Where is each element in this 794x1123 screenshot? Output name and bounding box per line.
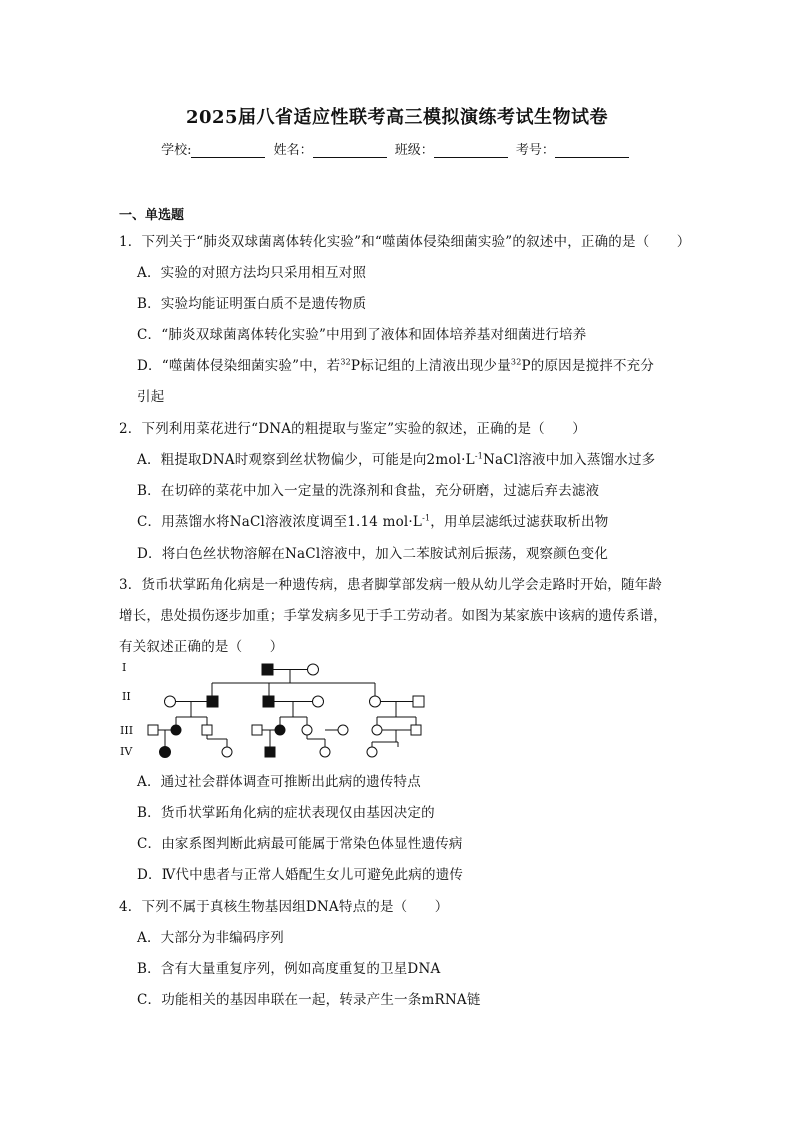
q2-option-c: C．用蒸馏水将NaCl溶液浓度调至1.14 $mol\cdot L^{-1}$，用单层滤纸过滤获取析出物 (137, 513, 609, 530)
gen2-affected-male-1 (207, 696, 218, 707)
gen2-male-3 (413, 696, 424, 707)
q1-option-b: B．实验均能证明蛋白质不是遗传物质 (137, 296, 367, 312)
q3-option-c: C．由家系图判断此病最可能属于常染色体显性遗传病 (137, 836, 463, 852)
section-heading: 一、单选题 (119, 208, 185, 223)
student-info-row (0, 139, 794, 158)
gen3-female-5 (338, 725, 348, 735)
q3-option-b: B．货币状掌跖角化病的症状表现仅由基因决定的 (137, 805, 435, 821)
q3-stem-line3: 有关叙述正确的是（ ） (119, 639, 284, 655)
gen3-female-3 (302, 725, 312, 735)
gen4-female-4 (320, 747, 330, 757)
q4-option-a: A．大部分为非编码序列 (137, 930, 284, 946)
q1-option-d: D．“噬菌体侵染细菌实验”中，若$^{32}$P标记组的上清液出现少量$^{32}$P的原因是搅拌不充分 (137, 357, 655, 374)
q1-option-a: A．实验的对照方法均只采用相互对照 (137, 265, 367, 281)
q2-stem: 2．下列利用菜花进行“DNA的粗提取与鉴定”实验的叙述，正确的是（ ） (119, 421, 586, 437)
gen1-affected-male (262, 664, 273, 675)
gen1-female (308, 664, 319, 675)
q1-stem: 1．下列关于“肺炎双球菌离体转化实验”和“噬菌体侵染细菌实验”的叙述中，正确的是（ ） (119, 234, 691, 250)
gen3-male-3 (252, 725, 262, 735)
gen2-female-3 (370, 696, 381, 707)
exam-no-blank[interactable] (555, 143, 629, 158)
gen3-male-4 (411, 725, 421, 735)
gen2-affected-male-2 (263, 696, 274, 707)
name-label: 姓名： (273, 143, 313, 158)
gen-label-3: III (120, 724, 134, 737)
school-label: 学校: (161, 143, 192, 158)
gen-label-1: I (122, 661, 127, 674)
q2-option-a: A．粗提取DNA时观察到丝状物偏少，可能是向$2mol\cdot L^{-1}NaCl$溶液中加入蒸馏水过多 (137, 451, 656, 468)
gen3-affected-female-1 (171, 725, 181, 735)
q3-option-d: D．Ⅳ代中患者与正常人婚配生女儿可避免此病的遗传 (137, 867, 464, 883)
gen3-female-4 (372, 725, 382, 735)
school-blank[interactable] (191, 143, 265, 158)
class-blank[interactable] (434, 143, 508, 158)
q3-stem-line2: 增长，患处损伤逐步加重；手掌发病多见于手工劳动者。如图为某家族中该病的遗传系谱， (119, 608, 667, 624)
gen-label-2: II (122, 690, 131, 703)
q3-stem-line1: 3．货币状掌跖角化病是一种遗传病，患者脚掌部发病一般从幼儿学会走路时开始，随年龄 (119, 577, 663, 593)
gen4-female-5 (367, 747, 377, 757)
q2-option-b: B．在切碎的菜花中加入一定量的洗涤剂和食盐，充分研磨，过滤后弃去滤液 (137, 483, 600, 499)
gen3-affected-female-2 (275, 725, 285, 735)
q3-option-a: A．通过社会群体调查可推断出此病的遗传特点 (137, 774, 421, 790)
exam-title: 2025届八省适应性联考高三模拟演练考试生物试卷 (185, 107, 609, 128)
name-blank[interactable] (313, 143, 387, 158)
gen4-female-2 (222, 747, 232, 757)
gen4-affected-male-3 (265, 747, 275, 757)
gen2-female-2 (313, 696, 324, 707)
gen3-male-1 (148, 725, 158, 735)
pedigree-chart (110, 656, 450, 766)
exam-no-label: 考号： (515, 143, 555, 158)
q2-option-d: D．将白色丝状物溶解在NaCl溶液中，加入二苯胺试剂后振荡，观察颜色变化 (137, 546, 609, 562)
q4-option-c: C．功能相关的基因串联在一起，转录产生一条mRNA链 (137, 992, 481, 1008)
gen2-female-1 (165, 696, 176, 707)
q4-stem: 4．下列不属于真核生物基因组DNA特点的是（ ） (119, 899, 449, 915)
gen3-male-2 (202, 725, 212, 735)
q4-option-b: B．含有大量重复序列，例如高度重复的卫星DNA (137, 961, 441, 977)
gen4-affected-female-1 (160, 747, 171, 758)
q1-option-c: C．“肺炎双球菌离体转化实验”中用到了液体和固体培养基对细菌进行培养 (137, 327, 587, 343)
gen-label-4: IV (120, 745, 133, 758)
class-label: 班级： (394, 143, 434, 158)
q1-option-d-cont: 引起 (137, 389, 165, 405)
